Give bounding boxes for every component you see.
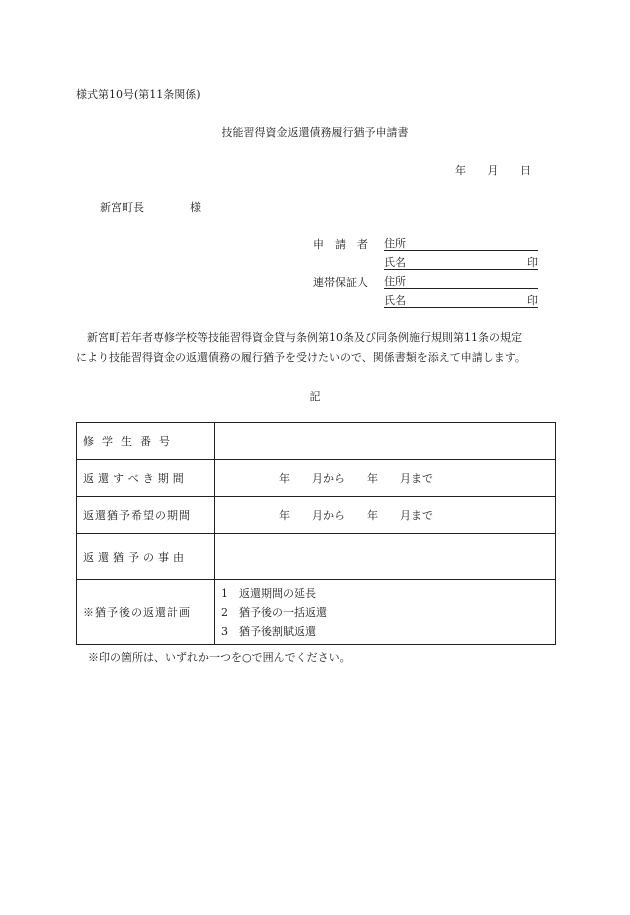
row-reason	[77, 534, 556, 580]
defer-period-label: 返還猶予希望の期間	[77, 497, 215, 534]
statement-line-2: により技能習得資金の返還債務の履行猶予を受けたいので、関係書類を添えて申請します。	[76, 351, 526, 364]
repay-period-field[interactable]	[215, 460, 556, 497]
guarantor-name-field[interactable]	[384, 292, 538, 308]
row-defer-period	[77, 497, 556, 534]
reason-field[interactable]	[215, 534, 556, 580]
repay-period-label: 返還すべき期間	[77, 460, 215, 497]
application-statement	[76, 328, 556, 368]
ki-heading: 記	[309, 390, 321, 403]
applicant-name-label: 氏名	[384, 256, 406, 269]
addressee-name: 新宮町長	[100, 201, 144, 214]
applicant-seal-mark: 印	[527, 256, 538, 269]
plan-options[interactable]	[215, 580, 556, 645]
row-student-number	[77, 423, 556, 460]
addressee	[100, 199, 201, 215]
date-year: 年	[455, 164, 466, 177]
row-repay-period	[77, 460, 556, 497]
guarantor-address-label: 住所	[384, 275, 406, 288]
plan-option-3[interactable]: 3 猶予後割賦返還	[221, 624, 316, 638]
plan-option-1[interactable]: 1 返還期間の延長	[221, 586, 316, 600]
row-plan	[77, 580, 556, 645]
statement-line-1: 新宮町若年者専修学校等技能習得資金貸与条例第10条及び同条例施行規則第11条の規定	[87, 331, 522, 344]
document-title: 技能習得資金返還債務履行猶予申請書	[221, 126, 409, 139]
guarantor-role: 連帯保証人	[313, 276, 368, 289]
student-number-label: 修学生番号	[77, 423, 215, 460]
guarantor-name-label: 氏名	[384, 294, 406, 307]
form-number: 様式第10号(第11条関係)	[76, 88, 201, 101]
addressee-honorific: 様	[190, 201, 201, 214]
plan-label: ※猶予後の返還計画	[77, 580, 215, 645]
student-number-field[interactable]	[215, 423, 556, 460]
defer-period-field[interactable]	[215, 497, 556, 534]
defer-period-text: 年 月から 年 月まで	[279, 509, 433, 522]
footnote: ※印の箇所は、いずれか一つを○で囲んでください。	[88, 651, 351, 664]
applicant-name-field[interactable]	[384, 254, 538, 270]
application-table	[76, 422, 556, 645]
date-month: 月	[487, 164, 499, 177]
applicant-address-field[interactable]	[384, 235, 538, 251]
reason-label: 返還猶予の事由	[77, 534, 215, 580]
plan-option-2[interactable]: 2 猶予後の一括返還	[221, 605, 327, 619]
applicant-role: 申 請 者	[313, 238, 368, 251]
applicant-address-label: 住所	[384, 237, 406, 250]
guarantor-seal-mark: 印	[527, 294, 538, 307]
date-line	[455, 162, 531, 178]
date-day: 日	[520, 164, 531, 177]
repay-period-text: 年 月から 年 月まで	[279, 472, 433, 485]
guarantor-address-field[interactable]	[384, 273, 538, 289]
